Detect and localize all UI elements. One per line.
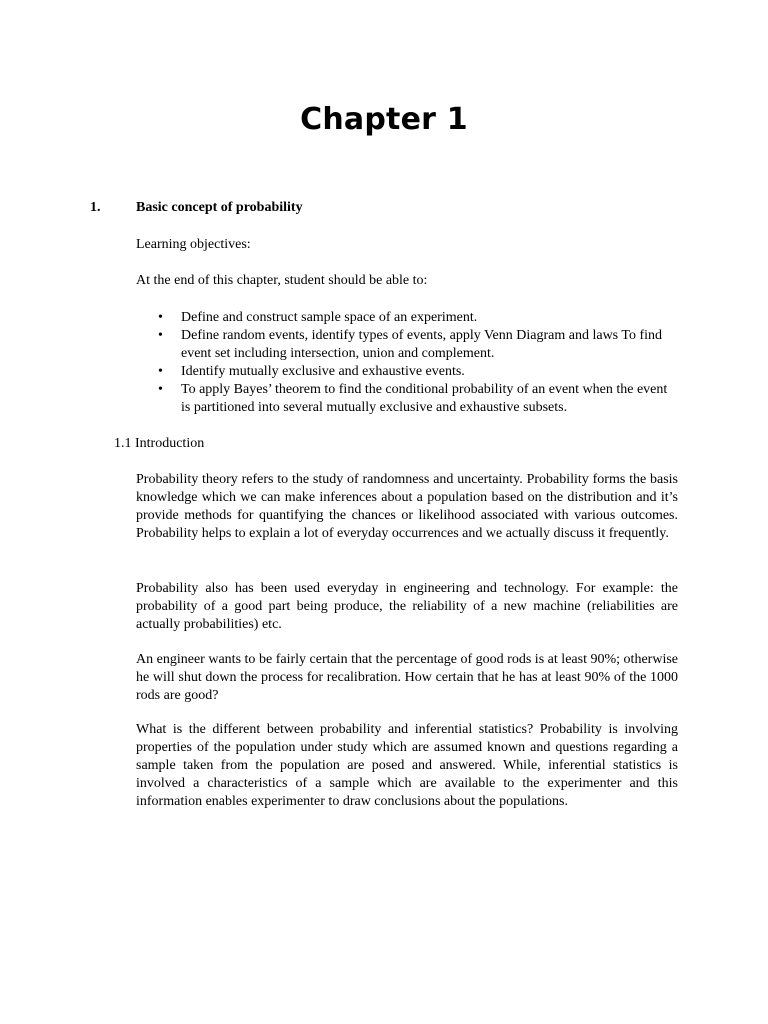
bullet-icon: • <box>158 382 163 397</box>
objectives-intro: At the end of this chapter, student should be able to: <box>136 273 428 288</box>
objective-text: Define and construct sample space of an experiment. <box>181 310 478 325</box>
objective-item <box>136 327 678 363</box>
section-number: 1. <box>90 200 101 215</box>
objective-item <box>136 363 678 381</box>
chapter-title: Chapter 1 <box>300 102 468 137</box>
section-title: Basic concept of probability <box>136 200 303 215</box>
bullet-icon: • <box>158 310 163 325</box>
objective-item <box>136 309 678 327</box>
bullet-icon: • <box>158 328 163 343</box>
paragraph: Probability also has been used everyday in engineering and technology. For example: the probability of a good part being produce, the reliability of a new machine (reliabilities are actually probabilities) etc. <box>136 581 678 632</box>
paragraph: What is the different between probability and inferential statistics? Probability is involving properties of the population under study which are assumed known and questions regarding a sample taken from the population are posed and answered. While, inferential statistics is involved a characteristics of a sample which are available to the experimenter and this information enables experimenter to draw conclusions about the populations. <box>136 722 678 809</box>
learning-objectives-label: Learning objectives: <box>136 237 251 252</box>
paragraph: An engineer wants to be fairly certain that the percentage of good rods is at least 90%; otherwise he will shut down the process for recalibration. How certain that he has at least 90% of the 1000 rods are good? <box>136 652 678 703</box>
objective-text: Define random events, identify types of events, apply Venn Diagram and laws To find event set including intersection, union and complement. <box>181 328 662 361</box>
subsection-heading: 1.1 Introduction <box>114 436 205 451</box>
objective-text: Identify mutually exclusive and exhaustive events. <box>181 364 465 379</box>
section-heading <box>90 200 303 216</box>
paragraph: Probability theory refers to the study of randomness and uncertainty. Probability forms the basis knowledge which we can make inferences about a population based on the distribution and it’s provide methods for quantifying the chances or likelihood associated with various outcomes. Probability helps to explain a lot of everyday occurrences and we actually discuss it frequently. <box>136 472 678 541</box>
objective-text: To apply Bayes’ theorem to find the conditional probability of an event when the event is partitioned into several mutually exclusive and exhaustive subsets. <box>181 382 668 415</box>
bullet-icon: • <box>158 364 163 379</box>
objectives-list <box>136 309 678 417</box>
objective-item <box>136 381 678 417</box>
